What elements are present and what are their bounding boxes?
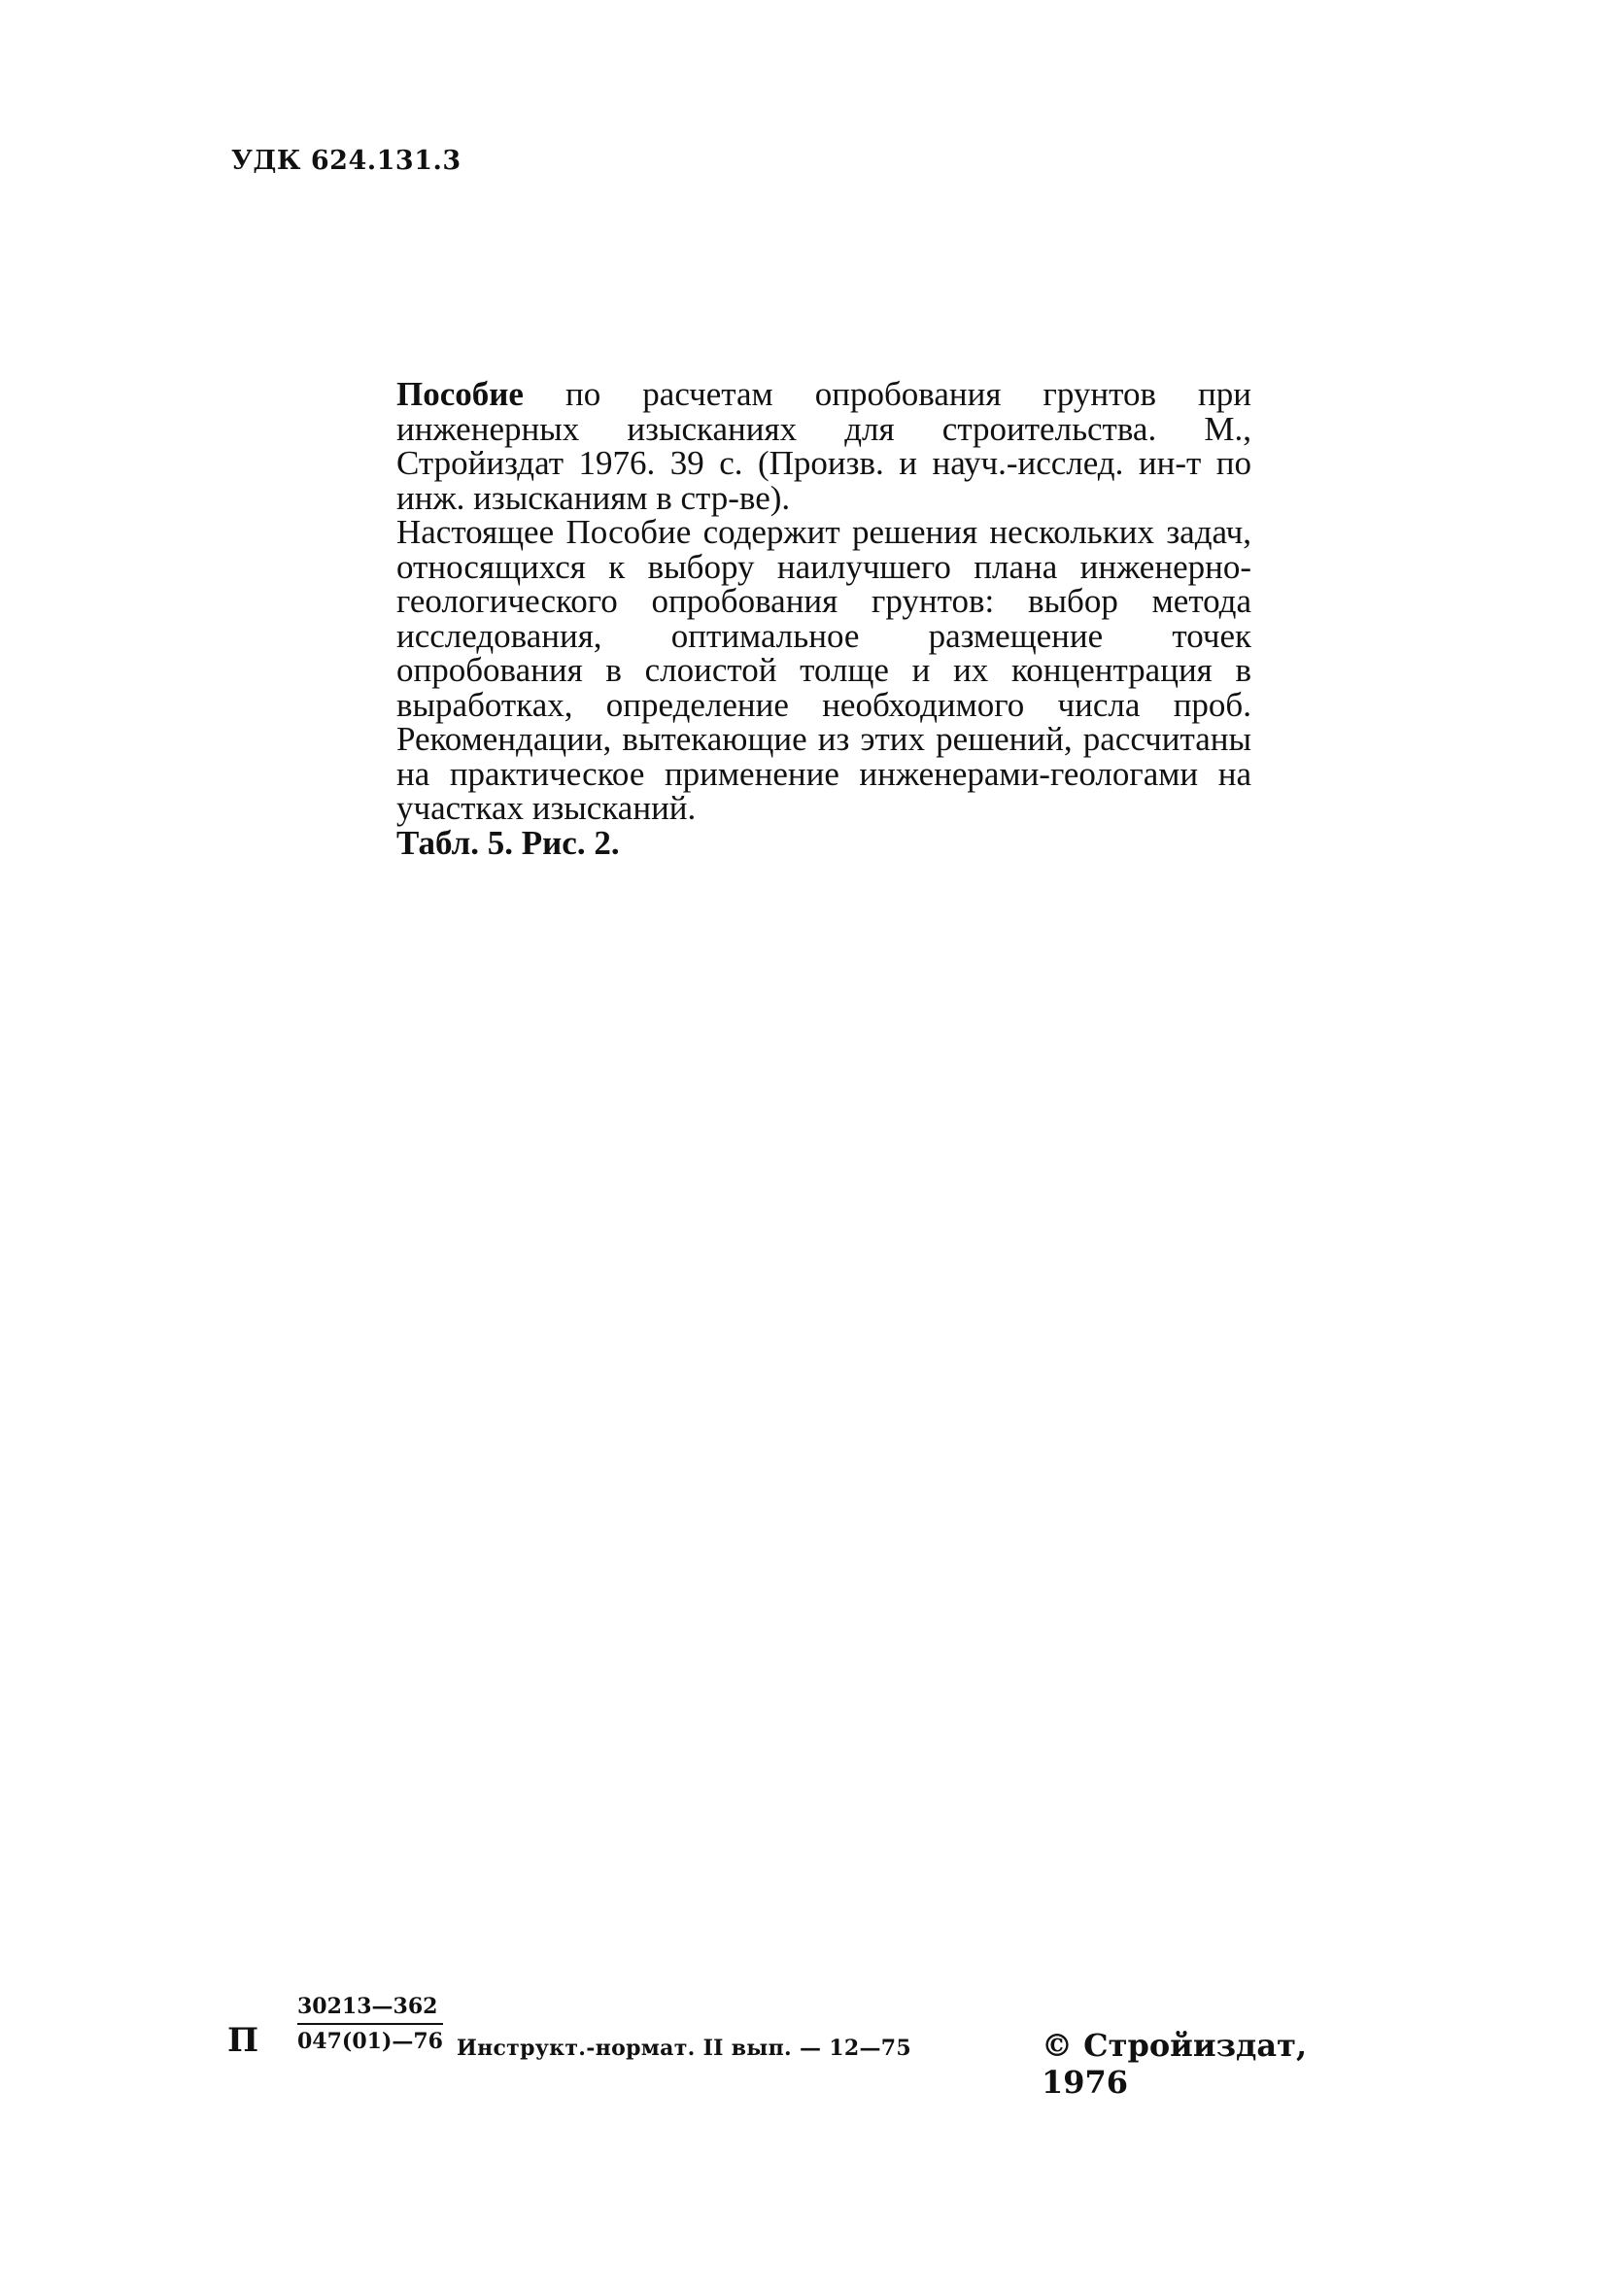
abstract (396, 377, 1251, 860)
tables-figures-count: Табл. 5. Рис. 2. (396, 823, 620, 862)
copyright-notice: © Стройиздат, 1976 (1042, 2027, 1308, 2101)
publisher-mark: П (227, 2021, 259, 2060)
citation-title-word: Пособие (396, 375, 524, 413)
udk-code: УДК 624.131.3 (231, 146, 462, 176)
imprint-footer (227, 1992, 1393, 2101)
abstract-body: Настоящее Пособие содержит решения нескольких задач, относящихся к выбору наилучшего плана инженерно-геологического опробования грунтов: выбор метода исследования, оптимальное размещение точек опробования в слоистой толще и их концентрация в выработках, определение необходимого числа проб. Рекомендации, вытекающие из этих решений, рассчитаны на практическое применение инженерами-геологами на участках изысканий. (396, 513, 1251, 827)
catalog-index-denominator: 047(01)—76 (297, 2029, 443, 2054)
citation-paragraph (396, 377, 1251, 515)
catalog-index-numerator: 30213—362 (297, 1992, 443, 2025)
catalog-index-fraction (297, 1992, 443, 2056)
instruction-note: Инструкт.-нормат. II вып. — 12—75 (457, 2036, 911, 2061)
citation-text: по расчетам опробования грунтов при инженерных изысканиях для строительства. М., Стройиздат 1976. 39 с. (Произв. и науч.-исслед. ин-т по инж. изысканиям в стр-ве). (396, 375, 1251, 517)
